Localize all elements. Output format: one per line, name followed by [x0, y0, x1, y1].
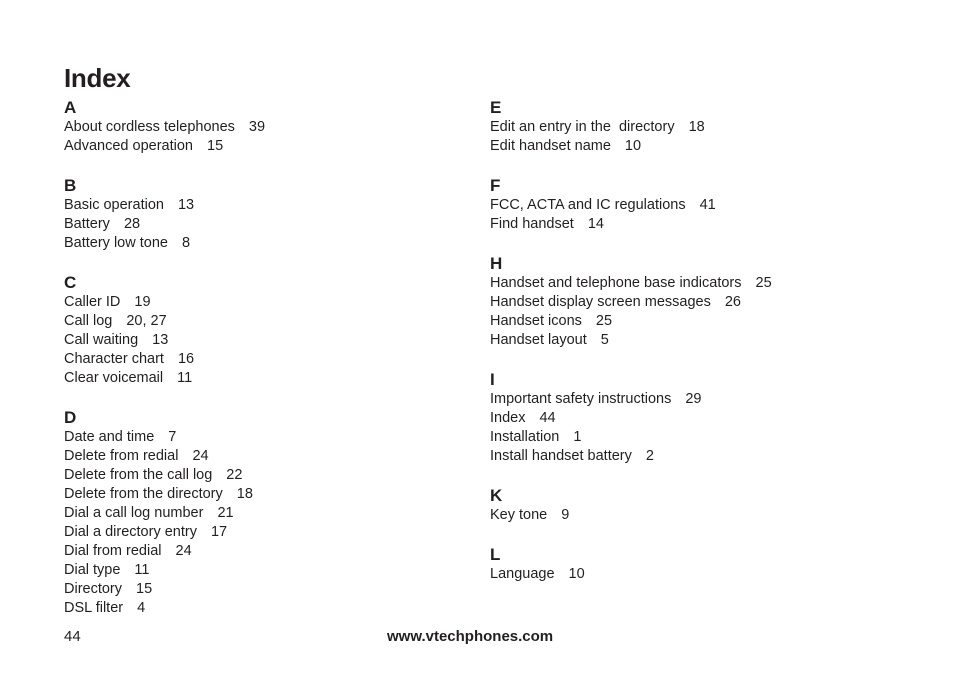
entry-term: Dial type — [64, 562, 121, 578]
section-letter: F — [490, 176, 501, 195]
entry-page-number: 22 — [226, 467, 243, 483]
entry-term: Battery low tone — [64, 235, 168, 251]
index-entry — [490, 409, 772, 428]
entry-term: Installation — [490, 429, 560, 445]
entry-term: Call log — [64, 313, 113, 329]
entry-page-number: 24 — [175, 543, 192, 559]
index-entry — [64, 504, 265, 523]
index-section — [64, 97, 265, 156]
index-entry — [490, 565, 772, 584]
entry-page-number: 1 — [573, 429, 582, 445]
index-section — [490, 97, 772, 156]
entry-term: Delete from redial — [64, 448, 179, 464]
index-entry — [64, 293, 265, 312]
entry-page-number: 13 — [152, 332, 169, 348]
index-entry — [490, 331, 772, 350]
entry-term: DSL filter — [64, 600, 124, 616]
index-entry — [64, 447, 265, 466]
section-letter: A — [64, 98, 77, 117]
entry-page-number: 10 — [624, 138, 642, 154]
entry-page-number: 24 — [192, 448, 209, 464]
entry-term: Delete from the call log — [64, 467, 213, 483]
index-section — [64, 175, 265, 253]
index-entry — [64, 118, 265, 137]
entry-term: Delete from the directory — [64, 486, 223, 502]
entry-term: Date and time — [64, 429, 155, 445]
index-entry — [64, 215, 265, 234]
index-entry — [490, 312, 772, 331]
entry-term: Install handset battery — [490, 448, 632, 464]
entry-term: Character chart — [64, 351, 164, 367]
entry-page-number: 19 — [134, 294, 151, 310]
index-entry — [490, 118, 772, 137]
entry-page-number: 9 — [561, 507, 570, 523]
index-section — [490, 544, 772, 584]
index-entry — [64, 523, 265, 542]
index-section — [490, 175, 772, 234]
index-entry — [490, 447, 772, 466]
entry-term: Advanced operation — [64, 138, 193, 154]
index-entry — [490, 274, 772, 293]
section-letter: D — [64, 408, 77, 427]
entry-term: Caller ID — [64, 294, 121, 310]
index-entry — [490, 428, 772, 447]
index-entry — [490, 137, 772, 156]
entry-page-number: 13 — [177, 197, 195, 213]
entry-page-number: 25 — [595, 313, 613, 329]
entry-page-number: 2 — [645, 448, 654, 464]
section-letter: B — [64, 176, 77, 195]
index-entry — [64, 542, 265, 561]
index-section — [64, 272, 265, 388]
index-column-left — [64, 97, 265, 637]
index-entry — [64, 196, 265, 215]
entry-page-number: 10 — [568, 566, 585, 582]
entry-term: Dial a directory entry — [64, 524, 197, 540]
entry-term: Clear voicemail — [64, 370, 164, 386]
index-entry — [64, 369, 265, 388]
footer-website-link[interactable]: www.vtechphones.com — [387, 628, 554, 645]
entry-term: Battery — [64, 216, 110, 232]
index-entry — [64, 485, 265, 504]
entry-page-number: 28 — [123, 216, 141, 232]
entry-term: About cordless telephones — [64, 119, 235, 135]
entry-page-number: 21 — [217, 505, 234, 521]
entry-term: Handset layout — [490, 332, 587, 348]
entry-term: Language — [490, 566, 555, 582]
entry-term: Edit handset name — [490, 138, 611, 154]
index-entry — [490, 196, 772, 215]
entry-term: Important safety instructions — [490, 391, 672, 407]
entry-page-number: 18 — [236, 486, 253, 502]
entry-term: Dial a call log number — [64, 505, 204, 521]
entry-term: Edit an entry in the directory — [490, 119, 675, 135]
entry-term: Key tone — [490, 507, 548, 523]
entry-page-number: 25 — [755, 275, 772, 291]
index-entry — [490, 293, 772, 312]
entry-page-number: 11 — [177, 370, 193, 386]
page-title: Index — [64, 63, 131, 93]
section-letter: K — [490, 486, 503, 505]
entry-term: Dial from redial — [64, 543, 162, 559]
entry-page-number: 26 — [724, 294, 741, 310]
index-entry — [64, 312, 265, 331]
index-entry — [64, 580, 265, 599]
section-letter: I — [490, 370, 495, 389]
entry-page-number: 41 — [699, 197, 716, 213]
index-entry — [64, 561, 265, 580]
entry-page-number: 15 — [136, 581, 153, 597]
entry-term: Find handset — [490, 216, 574, 232]
entry-page-number: 29 — [685, 391, 702, 407]
entry-term: Index — [490, 410, 526, 426]
entry-page-number: 5 — [600, 332, 609, 348]
index-section — [490, 369, 772, 466]
section-letter: E — [490, 98, 502, 117]
entry-page-number: 39 — [248, 119, 266, 135]
entry-page-number: 20, 27 — [126, 313, 167, 329]
entry-term: Handset and telephone base indicators — [490, 275, 742, 291]
entry-page-number: 14 — [587, 216, 604, 232]
entry-term: Directory — [64, 581, 123, 597]
entry-page-number: 17 — [210, 524, 228, 540]
index-section — [490, 253, 772, 350]
entry-term: Handset icons — [490, 313, 582, 329]
index-entry — [64, 331, 265, 350]
index-entry — [490, 215, 772, 234]
index-entry — [64, 137, 265, 156]
entry-page-number: 18 — [688, 119, 705, 135]
index-column-right — [490, 97, 772, 603]
entry-page-number: 7 — [168, 429, 177, 445]
index-entry — [490, 506, 772, 525]
entry-page-number: 11 — [134, 562, 150, 578]
section-letter: C — [64, 273, 77, 292]
index-entry — [64, 428, 265, 447]
entry-term: Handset display screen messages — [490, 294, 711, 310]
section-letter: L — [490, 545, 501, 564]
entry-term: Basic operation — [64, 197, 164, 213]
entry-page-number: 4 — [137, 600, 146, 616]
entry-term: Call waiting — [64, 332, 139, 348]
index-section — [64, 407, 265, 618]
index-section — [490, 485, 772, 525]
index-entry — [64, 466, 265, 485]
entry-page-number: 8 — [181, 235, 191, 251]
entry-page-number: 44 — [539, 410, 556, 426]
index-entry — [64, 599, 265, 618]
index-entry — [64, 234, 265, 253]
entry-page-number: 15 — [207, 138, 224, 154]
section-letter: H — [490, 254, 503, 273]
entry-page-number: 16 — [177, 351, 195, 367]
index-entry — [64, 350, 265, 369]
footer-page-number: 44 — [64, 628, 81, 645]
index-entry — [490, 390, 772, 409]
entry-term: FCC, ACTA and IC regulations — [490, 197, 686, 213]
